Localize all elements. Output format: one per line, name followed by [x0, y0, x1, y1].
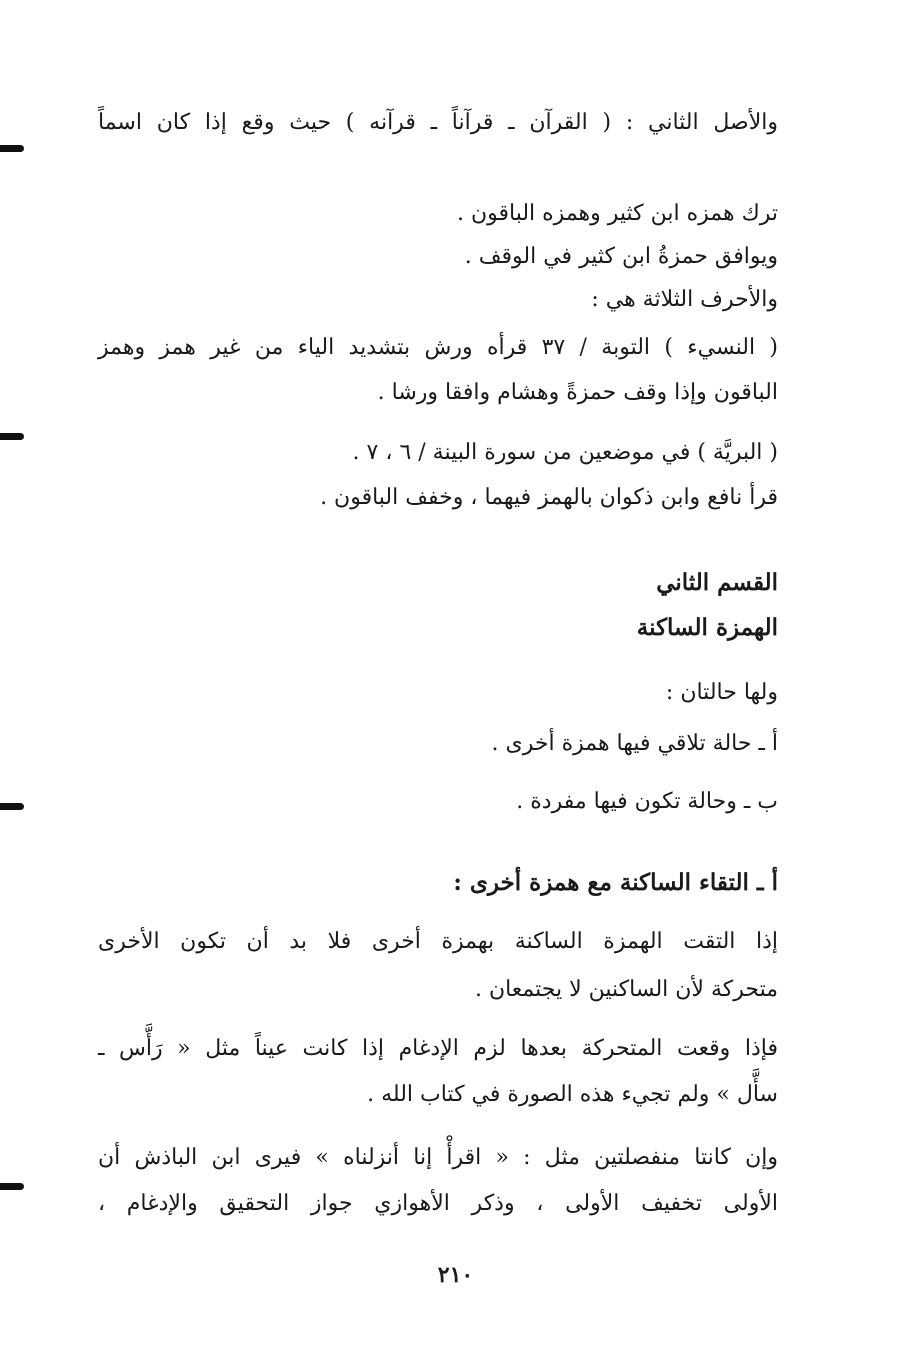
section-subheading: الهمزة الساكنة [636, 614, 778, 641]
section-heading: القسم الثاني [656, 569, 778, 596]
text-line: ( النسيء ) التوبة / ٣٧ قرأه ورش بتشديد الياء من غير همز وهمز [98, 335, 778, 360]
text-line: ولها حالتان : [665, 680, 778, 705]
page-number: ٢١٠ [437, 1262, 474, 1288]
text-line: ( البريَّة ) في موضعين من سورة البينة / ٦ ، ٧ . [352, 440, 778, 465]
text-line: سأَّل » ولم تجيء هذه الصورة في كتاب الله . [367, 1082, 778, 1107]
text-line: الباقون وإذا وقف حمزةً وهشام وافقا ورشا . [377, 380, 778, 405]
text-line: قرأ نافع وابن ذكوان بالهمز فيهما ، وخفف الباقون . [320, 485, 778, 510]
text-line: ب ـ وحالة تكون فيها مفردة . [516, 789, 778, 814]
text-line: فإذا وقعت المتحركة بعدها لزم الإدغام إذا كانت عيناً مثل « رَأَّس ـ [98, 1036, 778, 1061]
text-line: إذا التقت الهمزة الساكنة بهمزة أخرى فلا بد أن تكون الأخرى [98, 929, 778, 954]
binding-mark [0, 145, 24, 152]
text-line: أ ـ حالة تلاقي فيها همزة أخرى . [491, 731, 778, 756]
text-line: ترك همزه ابن كثير وهمزه الباقون . [456, 201, 778, 226]
text-line: ويوافق حمزةُ ابن كثير في الوقف . [464, 244, 778, 269]
subsection-heading: أ ـ التقاء الساكنة مع همزة أخرى : [453, 869, 778, 896]
text-line: وإن كانتا منفصلتين مثل : « اقرأْ إنا أنزلناه » فيرى ابن الباذش أن [98, 1145, 778, 1170]
binding-mark [0, 433, 24, 440]
binding-mark [0, 1183, 24, 1190]
text-line: والأصل الثاني : ( القرآن ـ قرآناً ـ قرآنه ) حيث وقع إذا كان اسماً [98, 110, 778, 135]
text-line: والأحرف الثلاثة هي : [591, 287, 778, 312]
text-line: متحركة لأن الساكنين لا يجتمعان . [474, 977, 778, 1002]
text-line: الأولى تخفيف الأولى ، وذكر الأهوازي جواز التحقيق والإدغام ، [98, 1191, 778, 1216]
binding-mark [0, 803, 24, 810]
